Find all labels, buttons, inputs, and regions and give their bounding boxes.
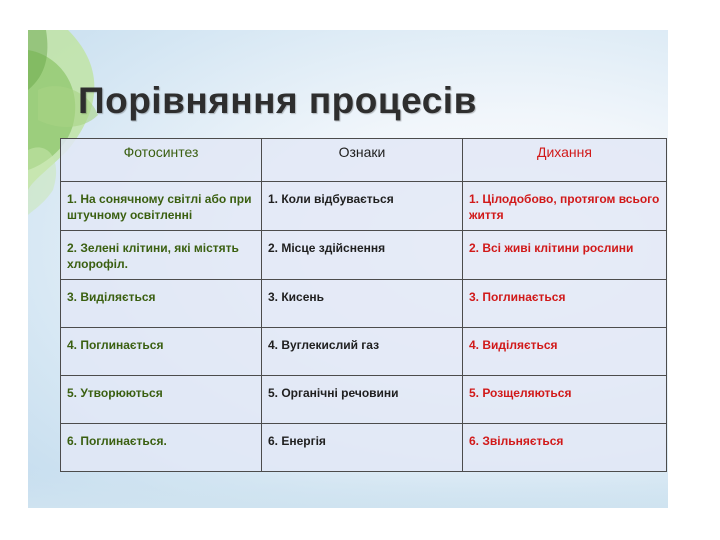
cell-sign: 4. Вуглекислий газ bbox=[262, 328, 463, 376]
table-row bbox=[61, 280, 667, 328]
cell-respiration: 1. Цілодобово, протягом всього життя bbox=[463, 182, 667, 231]
header-respiration: Дихання bbox=[463, 139, 667, 182]
cell-respiration: 4. Виділяється bbox=[463, 328, 667, 376]
cell-sign: 3. Кисень bbox=[262, 280, 463, 328]
cell-sign: 1. Коли відбувається bbox=[262, 182, 463, 231]
bottom-band bbox=[28, 468, 668, 508]
cell-photosynthesis: 5. Утворюються bbox=[61, 376, 262, 424]
comparison-table bbox=[60, 138, 667, 472]
table-row bbox=[61, 424, 667, 472]
cell-photosynthesis: 1. На сонячному світлі або при штучному освітленні bbox=[61, 182, 262, 231]
cell-respiration: 3. Поглинається bbox=[463, 280, 667, 328]
table-row bbox=[61, 328, 667, 376]
cell-sign: 2. Місце здійснення bbox=[262, 231, 463, 280]
table-row bbox=[61, 182, 667, 231]
page-title: Порівняння процесів bbox=[78, 80, 477, 121]
cell-respiration: 5. Розщеляються bbox=[463, 376, 667, 424]
table-row bbox=[61, 231, 667, 280]
cell-photosynthesis: 2. Зелені клітини, які містять хлорофіл. bbox=[61, 231, 262, 280]
cell-respiration: 2. Всі живі клітини рослини bbox=[463, 231, 667, 280]
slide bbox=[28, 30, 668, 508]
table-header-row bbox=[61, 139, 667, 182]
cell-respiration: 6. Звільняється bbox=[463, 424, 667, 472]
header-signs: Ознаки bbox=[262, 139, 463, 182]
header-photosynthesis: Фотосинтез bbox=[61, 139, 262, 182]
cell-sign: 5. Органічні речовини bbox=[262, 376, 463, 424]
table-row bbox=[61, 376, 667, 424]
cell-photosynthesis: 6. Поглинається. bbox=[61, 424, 262, 472]
cell-photosynthesis: 3. Виділяється bbox=[61, 280, 262, 328]
cell-sign: 6. Енергія bbox=[262, 424, 463, 472]
cell-photosynthesis: 4. Поглинається bbox=[61, 328, 262, 376]
